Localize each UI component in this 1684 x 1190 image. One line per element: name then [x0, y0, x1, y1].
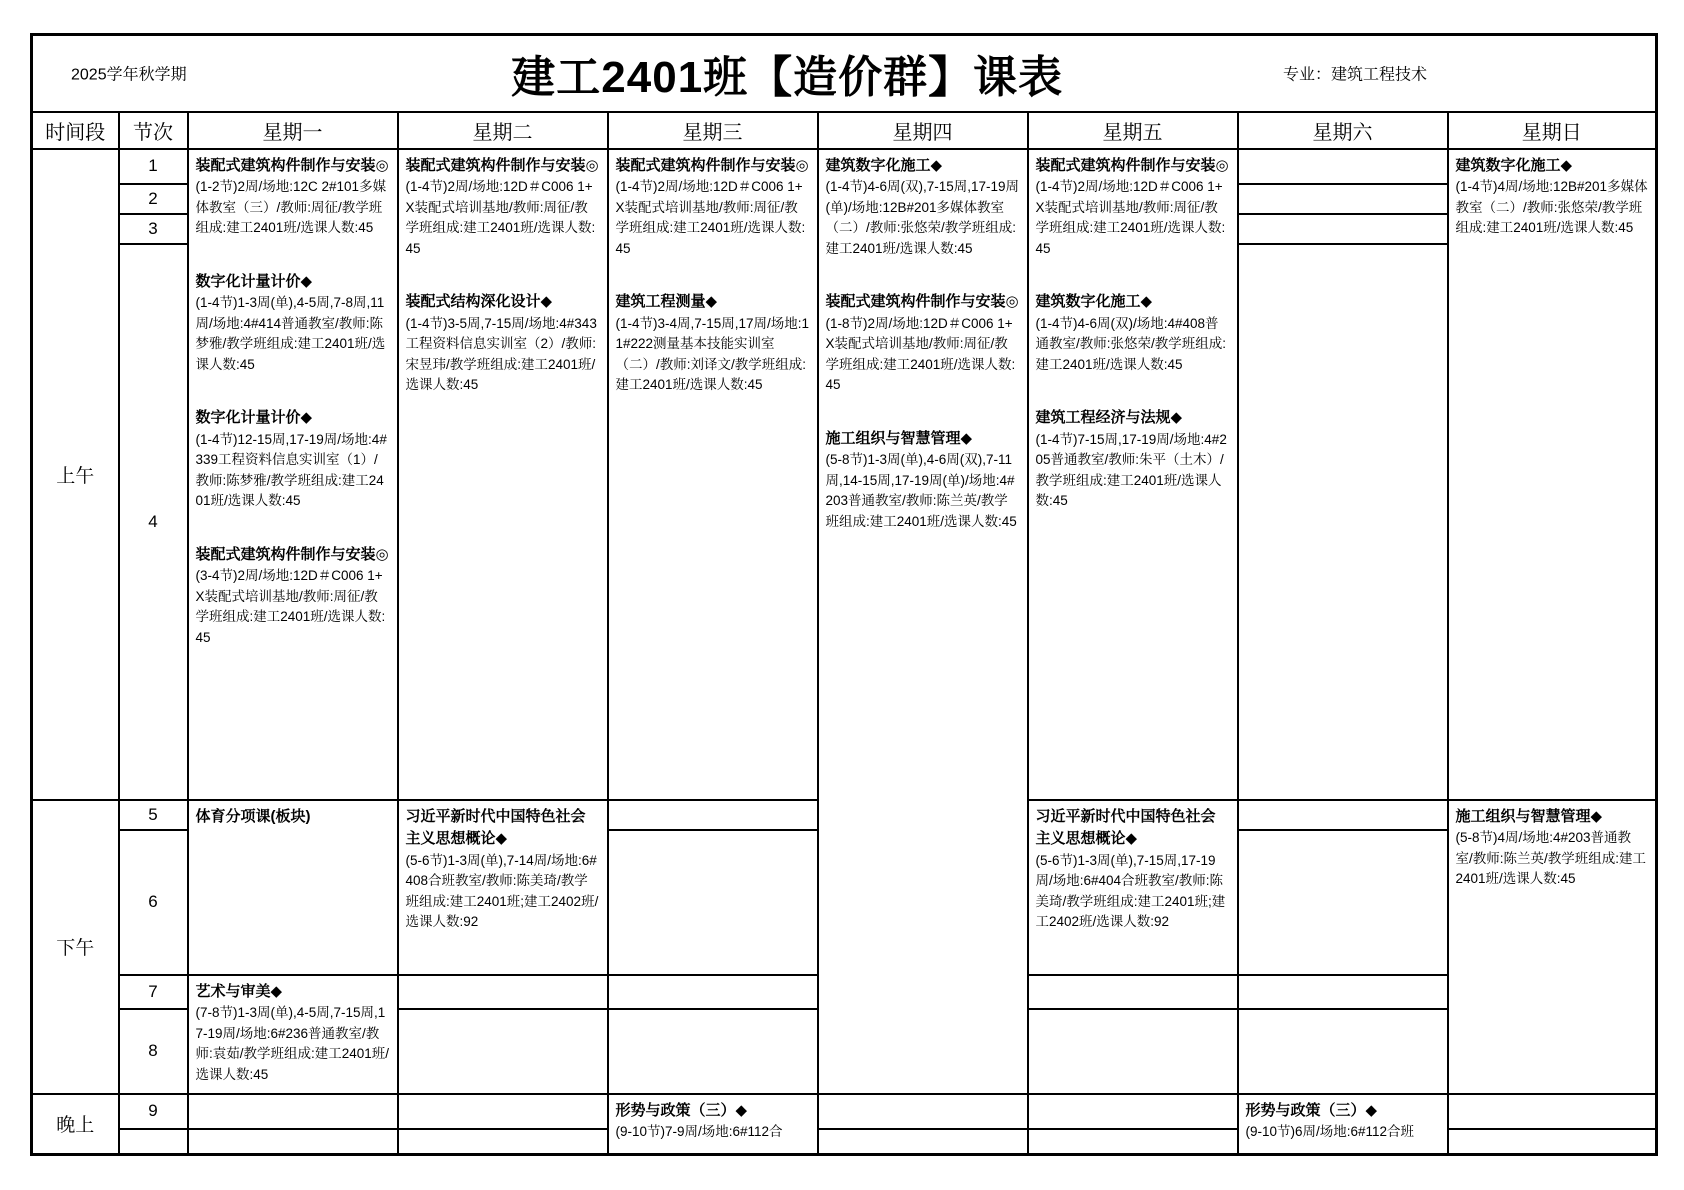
course-info: (1-2节)2周/场地:12C 2#101多媒体教室（三）/教师:周征/教学班组成:建工2401班/选课人数:45	[195, 179, 387, 236]
course-info: (5-8节)4周/场地:4#203普通教室/教师:陈兰英/教学班组成:建工2401班/选课人数:45	[1455, 830, 1647, 887]
course-info: (1-4节)7-15周,17-19周/场地:4#205普通教室/教师:朱平（土木）/教学班组成:建工2401班/选课人数:45	[1035, 431, 1227, 509]
course-block	[1246, 1100, 1440, 1143]
course-info: (9-10节)7-9周/场地:6#112合	[615, 1124, 783, 1139]
course-block	[196, 806, 390, 829]
col-header-tuesday: 星期二	[398, 112, 608, 149]
course-block	[196, 981, 390, 1086]
course-block	[1036, 155, 1230, 260]
cell-friday-period9-empty	[1028, 1094, 1238, 1129]
cell-saturday-evening	[1238, 1094, 1448, 1155]
cell-tuesday-period10-empty	[398, 1129, 608, 1155]
course-title: 数字化计量计价◆	[195, 409, 313, 427]
page-title: 建工2401班【造价群】课表	[511, 53, 1064, 103]
col-header-sunday: 星期日	[1448, 112, 1657, 149]
cell-friday-p56	[1028, 800, 1238, 975]
course-info: (1-4节)2周/场地:12D＃C006 1+X装配式培训基地/教师:周征/教学班组成:建工2401班/选课人数:45	[405, 179, 596, 256]
cell-wednesday-period6-empty	[608, 830, 818, 975]
course-info: (5-8节)1-3周(单),4-6周(双),7-11周,14-15周,17-19周(单)/场地:4#203普通教室/教师:陈兰英/教学班组成:建工2401班/选课人数:45	[825, 452, 1017, 529]
cell-tuesday-p56	[398, 800, 608, 975]
course-info: (1-4节)3-5周,7-15周/场地:4#343工程资料信息实训室（2）/教师:宋昱玮/教学班组成:建工2401班/选课人数:45	[405, 315, 597, 393]
cell-saturday-period4-empty	[1238, 244, 1448, 800]
cell-saturday-period7-empty	[1238, 975, 1448, 1009]
course-block	[1036, 806, 1230, 933]
col-header-friday: 星期五	[1028, 112, 1238, 149]
course-title: 装配式建筑构件制作与安装◎	[195, 545, 389, 563]
period-label-3: 3	[119, 214, 188, 244]
course-info: (1-4节)4周/场地:12B#201多媒体教室（二）/教师:张悠荣/教学班组成:建工2401班/选课人数:45	[1455, 179, 1648, 236]
major-label: 专业：建筑工程技术	[1283, 66, 1428, 84]
cell-tuesday-am	[398, 149, 608, 800]
cell-thursday-am-pm	[818, 149, 1028, 1094]
course-info: (1-4节)12-15周,17-19周/场地:4#339工程资料信息实训室（1）/教师:陈梦雅/教学班组成:建工2401班/选课人数:45	[195, 431, 387, 509]
cell-wednesday-period8-empty	[608, 1009, 818, 1094]
course-info: (1-8节)2周/场地:12D＃C006 1+X装配式培训基地/教师:周征/教学班组成:建工2401班/选课人数:45	[825, 315, 1016, 393]
course-block	[826, 155, 1020, 260]
course-title: 装配式建筑构件制作与安装◎	[1035, 156, 1229, 174]
course-block	[406, 806, 600, 933]
course-info: (5-6节)1-3周(单),7-15周,17-19周/场地:6#404合班教室/教师:陈美琦/教学班组成:建工2401班;建工2402班/选课人数:92	[1035, 852, 1226, 930]
title-bar	[32, 35, 1657, 112]
course-info: (1-4节)2周/场地:12D＃C006 1+X装配式培训基地/教师:周征/教学班组成:建工2401班/选课人数:45	[1035, 179, 1226, 256]
cell-wednesday-period5-empty	[608, 800, 818, 830]
course-info: (9-10节)6周/场地:6#112合班	[1245, 1124, 1415, 1139]
col-header-wednesday: 星期三	[608, 112, 818, 149]
course-block	[1036, 407, 1230, 512]
cell-sunday-period9-empty	[1448, 1094, 1657, 1129]
course-info: (5-6节)1-3周(单),7-14周/场地:6#408合班教室/教师:陈美琦/教学班组成:建工2401班;建工2402班/选课人数:92	[405, 852, 599, 930]
course-title: 装配式建筑构件制作与安装◎	[825, 293, 1019, 311]
cell-sunday-am	[1448, 149, 1657, 800]
col-header-period: 节次	[119, 112, 188, 149]
course-block	[826, 291, 1020, 396]
cell-monday-period10-empty	[188, 1129, 398, 1155]
course-title: 数字化计量计价◆	[195, 272, 313, 290]
course-block	[1456, 806, 1649, 890]
course-block	[196, 271, 390, 376]
course-info: (1-4节)1-3周(单),4-5周,7-8周,11周/场地:4#414普通教室/教师:陈梦雅/教学班组成:建工2401班/选课人数:45	[195, 295, 386, 372]
course-title: 装配式建筑构件制作与安装◎	[615, 156, 809, 174]
semester-label: 2025学年秋学期	[71, 66, 187, 84]
col-header-saturday: 星期六	[1238, 112, 1448, 149]
course-block	[616, 1100, 810, 1143]
period-label-10	[119, 1129, 188, 1155]
period-label-8: 8	[119, 1009, 188, 1094]
course-title: 建筑数字化施工◆	[1035, 293, 1153, 311]
period-label-9: 9	[119, 1094, 188, 1129]
period-label-7: 7	[119, 975, 188, 1009]
period-label-5: 5	[119, 800, 188, 830]
course-info: (1-4节)3-4周,7-15周,17周/场地:11#222测量基本技能实训室（二）/教师:刘译文/教学班组成:建工2401班/选课人数:45	[615, 315, 810, 393]
course-block	[1036, 291, 1230, 375]
cell-thursday-period10-empty	[818, 1129, 1028, 1155]
course-title: 形势与政策（三）◆	[1245, 1101, 1378, 1119]
cell-wednesday-period7-empty	[608, 975, 818, 1009]
time-block-morning: 上午	[32, 149, 119, 800]
period-label-1: 1	[119, 149, 188, 184]
course-title: 建筑数字化施工◆	[1455, 156, 1573, 174]
course-block	[1456, 155, 1649, 239]
course-title: 施工组织与智慧管理◆	[825, 429, 973, 447]
cell-tuesday-period7-empty	[398, 975, 608, 1009]
cell-monday-p78	[188, 975, 398, 1094]
course-title: 习近平新时代中国特色社会主义思想概论◆	[1035, 807, 1216, 847]
cell-saturday-period6-empty	[1238, 830, 1448, 975]
course-title: 艺术与审美◆	[195, 982, 283, 1000]
cell-wednesday-am	[608, 149, 818, 800]
period-label-2: 2	[119, 184, 188, 214]
cell-monday-p56	[188, 800, 398, 975]
cell-sunday-pm	[1448, 800, 1657, 1094]
col-header-time-block: 时间段	[32, 112, 119, 149]
cell-friday-period7-empty	[1028, 975, 1238, 1009]
course-info: (1-4节)4-6周(双)/场地:4#408普通教室/教师:张悠荣/教学班组成:建工2401班/选课人数:45	[1035, 315, 1227, 372]
period-label-6: 6	[119, 830, 188, 975]
cell-saturday-period8-empty	[1238, 1009, 1448, 1094]
course-title: 装配式结构深化设计◆	[405, 293, 553, 311]
cell-tuesday-period9-empty	[398, 1094, 608, 1129]
course-info: (1-4节)2周/场地:12D＃C006 1+X装配式培训基地/教师:周征/教学班组成:建工2401班/选课人数:45	[615, 179, 806, 256]
cell-sunday-period10-empty	[1448, 1129, 1657, 1155]
cell-saturday-period2-empty	[1238, 184, 1448, 214]
course-block	[406, 291, 600, 396]
period-label-4: 4	[119, 244, 188, 800]
col-header-thursday: 星期四	[818, 112, 1028, 149]
course-title: 建筑工程经济与法规◆	[1035, 409, 1183, 427]
course-title: 形势与政策（三）◆	[615, 1101, 748, 1119]
course-title: 建筑数字化施工◆	[825, 156, 943, 174]
course-info: (7-8节)1-3周(单),4-5周,7-15周,17-19周/场地:6#236普通教室/教师:袁茹/教学班组成:建工2401班/选课人数:45	[195, 1005, 390, 1082]
course-block	[196, 155, 390, 239]
timetable	[30, 33, 1658, 1156]
cell-tuesday-period8-empty	[398, 1009, 608, 1094]
cell-thursday-period9-empty	[818, 1094, 1028, 1129]
cell-saturday-period5-empty	[1238, 800, 1448, 830]
course-info: (1-4节)4-6周(双),7-15周,17-19周(单)/场地:12B#201多媒体教室（二）/教师:张悠荣/教学班组成:建工2401班/选课人数:45	[825, 179, 1020, 256]
course-block	[196, 407, 390, 512]
course-block	[196, 544, 390, 649]
course-block	[616, 291, 810, 396]
course-title: 体育分项课(板块)	[195, 807, 311, 825]
course-block	[616, 155, 810, 260]
time-block-evening: 晚上	[32, 1094, 119, 1155]
course-title: 装配式建筑构件制作与安装◎	[195, 156, 389, 174]
course-title: 装配式建筑构件制作与安装◎	[405, 156, 599, 174]
course-title: 施工组织与智慧管理◆	[1455, 807, 1603, 825]
cell-saturday-period1-empty	[1238, 149, 1448, 184]
cell-friday-period8-empty	[1028, 1009, 1238, 1094]
cell-monday-period9-empty	[188, 1094, 398, 1129]
cell-saturday-period3-empty	[1238, 214, 1448, 244]
time-block-afternoon: 下午	[32, 800, 119, 1094]
course-title: 建筑工程测量◆	[615, 293, 718, 311]
course-title: 习近平新时代中国特色社会主义思想概论◆	[405, 807, 586, 847]
course-block	[406, 155, 600, 260]
cell-wednesday-evening	[608, 1094, 818, 1155]
col-header-monday: 星期一	[188, 112, 398, 149]
cell-friday-am	[1028, 149, 1238, 800]
cell-monday-am	[188, 149, 398, 800]
cell-friday-period10-empty	[1028, 1129, 1238, 1155]
course-block	[826, 428, 1020, 533]
course-info: (3-4节)2周/场地:12D＃C006 1+X装配式培训基地/教师:周征/教学班组成:建工2401班/选课人数:45	[195, 568, 386, 645]
